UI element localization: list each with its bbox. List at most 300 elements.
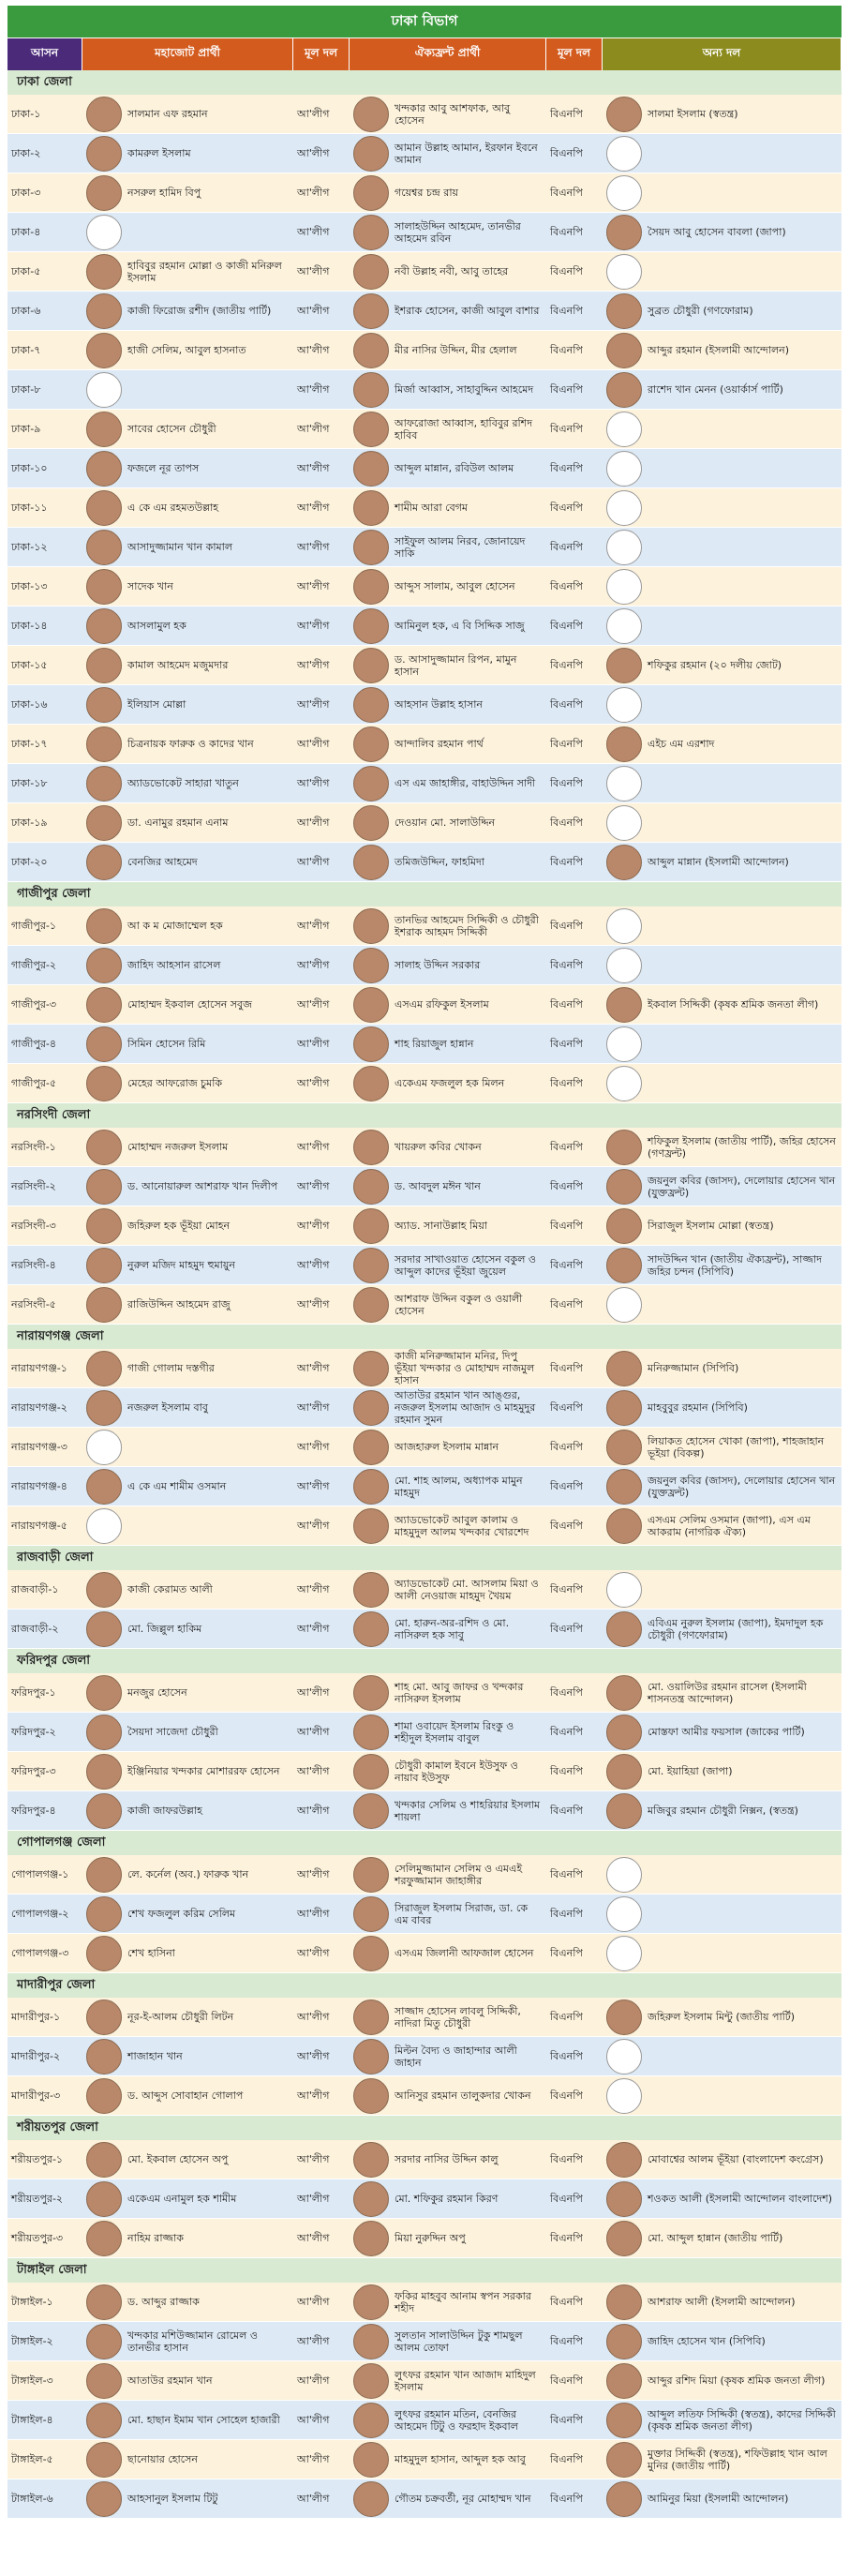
awami-candidate-cell-text: শেখ হাসিনা: [127, 1947, 175, 1959]
candidate-photo-icon: [606, 254, 642, 290]
seat-cell: [7, 1895, 82, 1933]
awami-candidate-cell: [82, 2361, 293, 2400]
header-party1: মূল দল: [293, 38, 350, 70]
seat-cell: [7, 449, 82, 487]
awami-candidate-cell: [82, 173, 293, 212]
seat-cell-text: নরসিংদী-২: [11, 1180, 56, 1192]
seat-cell: [7, 2283, 82, 2321]
party1-cell: [293, 1610, 350, 1648]
party2-cell-text: বিএনপি: [550, 1259, 583, 1271]
awami-candidate-cell: [82, 2283, 293, 2321]
candidate-photo-icon: [606, 1351, 642, 1386]
alliance-candidate-cell-text: মিল্টন বৈদ্য ও জাহান্দার আলী জাহান: [395, 2044, 517, 2069]
awami-candidate-cell-text: ফজলে নূর তাপস: [127, 462, 200, 474]
party1-cell-text: আ'লীগ: [297, 777, 330, 789]
party2-cell: [546, 1570, 603, 1609]
seat-cell-text: শরীয়তপুর-২: [11, 2193, 64, 2205]
district-heading: গাজীপুর জেলা: [7, 882, 842, 906]
party2-cell-text: বিএনপি: [550, 2193, 583, 2205]
awami-candidate-cell: [82, 1506, 293, 1545]
party1-cell: [293, 213, 350, 251]
candidate-photo-icon: [353, 1469, 389, 1505]
alliance-candidate-cell-text: আমিনুল হক, এ বি সিদ্দিক সাজু: [395, 620, 525, 632]
other-candidate-cell-text: মোবাশ্বের আলম ভূঁইয়া (বাংলাদেশ কংগ্রেস): [648, 2153, 824, 2165]
candidate-photo-icon: [606, 1793, 642, 1829]
party2-cell-text: বিএনপি: [550, 738, 583, 750]
other-candidate-cell-text: আশরাফ আলী (ইসলামী আন্দোলন): [648, 2296, 796, 2308]
other-candidate-cell: [603, 1570, 842, 1609]
other-candidate-cell-text: এইচ এম এরশাদ: [648, 738, 715, 750]
seat-cell-text: ঢাকা-১: [11, 108, 41, 120]
party1-cell: [293, 567, 350, 606]
party2-cell: [546, 488, 603, 527]
party2-cell: [546, 1673, 603, 1712]
awami-candidate-cell-text: মোহাম্মদ ইকবাল হোসেন সবুজ: [127, 998, 253, 1011]
candidate-photo-icon: [353, 1936, 389, 1971]
candidate-photo-icon: [86, 2142, 122, 2178]
awami-candidate-cell-text: কামরুল ইসলাম: [127, 147, 191, 159]
awami-candidate-cell: [82, 1855, 293, 1894]
seat-cell: [7, 1673, 82, 1712]
party2-cell-text: বিএনপি: [550, 2453, 583, 2465]
seat-cell: [7, 173, 82, 212]
awami-candidate-cell-text: সাদেক খান: [127, 580, 173, 592]
alliance-candidate-cell-text: অ্যাডভোকেট আবুল কালাম ও মাহমুদুল আলম খন্দকার খোরশেদ: [395, 1513, 529, 1538]
candidate-photo-icon: [86, 2363, 122, 2399]
candidate-photo-icon: [606, 766, 642, 801]
other-candidate-cell-text: এবিএম নুরুল ইসলাম (জাপা), ইমদাদুল হক চৌধুরী (গণফোরাম): [648, 1616, 824, 1641]
party1-cell: [293, 2219, 350, 2257]
seat-cell-text: গাজীপুর-২: [11, 959, 57, 971]
awami-candidate-cell: [82, 1752, 293, 1790]
awami-candidate-cell: [82, 2322, 293, 2360]
seat-cell-text: ঢাকা-৫: [11, 265, 41, 277]
table-row: [7, 1855, 842, 1895]
party2-cell-text: বিএনপি: [550, 1868, 583, 1880]
seat-cell-text: গোপালগঞ্জ-১: [11, 1868, 69, 1880]
awami-candidate-cell: [82, 725, 293, 763]
seat-cell-text: নরসিংদী-৫: [11, 1298, 56, 1310]
alliance-candidate-cell: [350, 2140, 546, 2179]
awami-candidate-cell-text: মোহাম্মদ নজরুল ইসলাম: [127, 1141, 229, 1153]
alliance-candidate-cell: [350, 2361, 546, 2400]
alliance-candidate-cell: [350, 1064, 546, 1102]
seat-cell-text: ঢাকা-১১: [11, 502, 48, 514]
alliance-candidate-cell-text: সুলতান সালাউদ্দিন টুকু শামছুল আলম তোফা: [395, 2329, 523, 2354]
awami-candidate-cell: [82, 1025, 293, 1063]
awami-candidate-cell-text: আসলামুল হক: [127, 620, 186, 632]
alliance-candidate-cell-text: মিয়া নুরুদ্দিন অপু: [395, 2232, 466, 2244]
other-candidate-cell: [603, 1388, 842, 1427]
candidate-photo-icon: [86, 2481, 122, 2517]
party2-cell-text: বিএনপি: [550, 816, 583, 829]
party1-cell-text: আ'লীগ: [297, 2153, 330, 2165]
alliance-candidate-cell-text: খন্দকার সেলিম ও শাহরিয়ার ইসলাম শায়লা: [395, 1798, 541, 1823]
candidate-photo-icon: [606, 1169, 642, 1205]
party2-cell: [546, 1025, 603, 1063]
alliance-candidate-cell: [350, 725, 546, 763]
party2-cell: [546, 2140, 603, 2179]
party2-cell: [546, 1388, 603, 1427]
party1-cell-text: আ'লীগ: [297, 1441, 330, 1453]
candidate-photo-icon: [353, 2221, 389, 2256]
alliance-candidate-cell-text: সরদার সাখাওয়াত হোসেন বকুল ও আব্দুল কাদের ভূঁইয়া জুয়েল: [395, 1252, 537, 1278]
seat-cell: [7, 1570, 82, 1609]
other-candidate-cell: [603, 646, 842, 684]
seat-cell-text: মাদারীপুর-৩: [11, 2089, 61, 2102]
party1-cell: [293, 2361, 350, 2400]
alliance-candidate-cell-text: অ্যাড. সানাউল্লাহ মিয়া: [395, 1220, 487, 1232]
seat-cell-text: শরীয়তপুর-৩: [11, 2232, 64, 2244]
party2-cell: [546, 607, 603, 645]
table-row: [7, 1506, 842, 1546]
party1-cell-text: আ'লীগ: [297, 265, 330, 277]
other-candidate-cell: [603, 803, 842, 842]
awami-candidate-cell-text: অ্যাডভোকেট সাহারা খাতুন: [127, 777, 239, 789]
table-row: [7, 2219, 842, 2258]
candidate-photo-icon: [606, 1208, 642, 1244]
party1-cell: [293, 2322, 350, 2360]
seat-cell-text: নরসিংদী-৪: [11, 1259, 56, 1271]
district-heading: রাজবাড়ী জেলা: [7, 1546, 842, 1570]
other-candidate-cell: [603, 764, 842, 802]
candidate-photo-icon: [86, 608, 122, 644]
candidate-photo-icon: [86, 1390, 122, 1426]
candidate-photo-icon: [606, 845, 642, 880]
party2-cell: [546, 1752, 603, 1790]
candidate-photo-icon: [606, 1715, 642, 1750]
candidate-photo-icon: [606, 1611, 642, 1647]
alliance-candidate-cell: [350, 1285, 546, 1324]
candidate-photo-icon: [86, 175, 122, 211]
party2-cell: [546, 292, 603, 330]
seat-cell-text: টাঙ্গাইল-৫: [11, 2453, 53, 2465]
candidate-photo-icon: [353, 608, 389, 644]
table-row: [7, 2361, 842, 2401]
alliance-candidate-cell-text: দেওয়ান মো. সালাউদ্দিন: [395, 816, 496, 829]
division-title: ঢাকা বিভাগ: [7, 6, 842, 37]
party2-cell: [546, 173, 603, 212]
seat-cell: [7, 646, 82, 684]
candidate-photo-icon: [353, 2363, 389, 2399]
seat-cell-text: রাজবাড়ী-১: [11, 1583, 59, 1595]
other-candidate-cell: [603, 1610, 842, 1648]
party2-cell-text: বিএনপি: [550, 659, 583, 671]
seat-cell: [7, 1025, 82, 1063]
other-candidate-cell-text: আব্দুর রহমান (ইসলামী আন্দোলন): [648, 344, 790, 356]
other-candidate-cell: [603, 1467, 842, 1505]
party2-cell-text: বিএনপি: [550, 1480, 583, 1492]
candidate-photo-icon: [86, 254, 122, 290]
awami-candidate-cell: [82, 2479, 293, 2518]
awami-candidate-cell: [82, 2179, 293, 2218]
other-candidate-cell-text: লিয়াকত হোসেন খোকা (জাপা), শাহজাহান ভূইয়া (বিকল্প): [648, 1434, 825, 1460]
party2-cell-text: বিএনপি: [550, 1141, 583, 1153]
candidate-photo-icon: [606, 2324, 642, 2359]
table-row: [7, 946, 842, 985]
seat-cell-text: ঢাকা-১৫: [11, 659, 48, 671]
party2-cell-text: বিএনপি: [550, 2153, 583, 2165]
party2-cell-text: বিএনপি: [550, 2296, 583, 2308]
awami-candidate-cell: [82, 1791, 293, 1830]
seat-cell: [7, 213, 82, 251]
other-candidate-cell-text: আব্দুল মান্নান (ইসলামী আন্দোলন): [648, 856, 789, 868]
candidate-photo-icon: [353, 1390, 389, 1426]
party1-cell-text: আ'লীগ: [297, 2414, 330, 2426]
awami-candidate-cell: [82, 1128, 293, 1166]
candidate-photo-icon: [86, 412, 122, 447]
candidate-photo-icon: [353, 845, 389, 880]
party2-cell: [546, 2322, 603, 2360]
awami-candidate-cell: [82, 1167, 293, 1206]
table-row: [7, 134, 842, 173]
seat-cell-text: নরসিংদী-৩: [11, 1220, 56, 1232]
candidate-photo-icon: [86, 987, 122, 1023]
party2-cell-text: বিএনপি: [550, 1686, 583, 1699]
alliance-candidate-cell: [350, 410, 546, 448]
table-header: [7, 38, 842, 70]
table-row: [7, 331, 842, 370]
alliance-candidate-cell: [350, 1246, 546, 1284]
party2-cell-text: বিএনপি: [550, 998, 583, 1011]
party1-cell-text: আ'লীগ: [297, 147, 330, 159]
table-row: [7, 985, 842, 1025]
seat-cell-text: নারায়ণগঞ্জ-১: [11, 1362, 67, 1374]
party1-cell: [293, 1246, 350, 1284]
alliance-candidate-cell-text: মাহমুদুল হাসান, আব্দুল হক আবু: [395, 2453, 526, 2465]
table-row: [7, 2140, 842, 2179]
party1-cell-text: আ'লীগ: [297, 1947, 330, 1959]
awami-candidate-cell-text: মো. হাছান ইমাম খান সোহেল হাজারী: [127, 2414, 280, 2426]
party1-cell-text: আ'লীগ: [297, 2232, 330, 2244]
alliance-candidate-cell-text: লুৎফর রহমান মতিন, বেনজির আহমেদ টিটু ও ফরহাদ ইকবাল: [395, 2407, 518, 2433]
seat-cell: [7, 1388, 82, 1427]
alliance-candidate-cell-text: এসএম জিলানী আফজাল হোসেন: [395, 1947, 534, 1959]
party1-cell: [293, 1713, 350, 1751]
party1-cell-text: আ'লীগ: [297, 2335, 330, 2347]
other-candidate-cell: [603, 1128, 842, 1166]
candidate-photo-icon: [353, 1430, 389, 1465]
party2-cell-text: বিএনপি: [550, 1583, 583, 1595]
candidate-photo-icon: [606, 1430, 642, 1465]
party1-cell-text: আ'লীগ: [297, 502, 330, 514]
seat-cell: [7, 1934, 82, 1972]
party1-cell-text: আ'লীগ: [297, 541, 330, 553]
awami-candidate-cell-text: সালমান এফ রহমান: [127, 108, 208, 120]
alliance-candidate-cell-text: ফকির মাহবুব আনাম স্বপন সরকার শহীদ: [395, 2289, 531, 2314]
other-candidate-cell-text: মনিরুজ্জামান (সিপিবি): [648, 1362, 739, 1374]
party1-cell: [293, 173, 350, 212]
candidate-photo-icon: [353, 530, 389, 565]
alliance-candidate-cell: [350, 1752, 546, 1790]
seat-cell: [7, 2361, 82, 2400]
party2-cell: [546, 1998, 603, 2036]
seat-cell-text: গাজীপুর-৩: [11, 998, 57, 1011]
awami-candidate-cell-text: গাজী গোলাম দস্তগীর: [127, 1362, 215, 1374]
other-candidate-cell: [603, 985, 842, 1024]
alliance-candidate-cell: [350, 985, 546, 1024]
awami-candidate-cell: [82, 1895, 293, 1933]
party2-cell: [546, 1349, 603, 1387]
alliance-candidate-cell: [350, 488, 546, 527]
awami-candidate-cell-text: মো. জিল্লুল হাকিম: [127, 1623, 202, 1635]
party1-cell-text: আ'লীগ: [297, 2493, 330, 2505]
party2-cell: [546, 1428, 603, 1466]
table-row: [7, 1673, 842, 1713]
table-row: [7, 1206, 842, 1246]
seat-cell-text: ফরিদপুর-২: [11, 1726, 56, 1738]
alliance-candidate-cell: [350, 213, 546, 251]
other-candidate-cell: [603, 2401, 842, 2439]
party1-cell-text: আ'লীগ: [297, 920, 330, 932]
party1-cell: [293, 1285, 350, 1324]
candidate-photo-icon: [606, 1508, 642, 1544]
table-body: [7, 70, 842, 2519]
other-candidate-cell: [603, 488, 842, 527]
seat-cell-text: গাজীপুর-৫: [11, 1077, 57, 1089]
party1-cell-text: আ'লীগ: [297, 1220, 330, 1232]
other-candidate-cell-text: সিরাজুল ইসলাম মোল্লা (স্বতন্ত্র): [648, 1220, 774, 1232]
alliance-candidate-cell-text: শাহ রিয়াজুল হান্নান: [395, 1038, 474, 1050]
other-candidate-cell: [603, 946, 842, 984]
awami-candidate-cell-text: হাজী সেলিম, আবুল হাসনাত: [127, 344, 246, 356]
other-candidate-cell-text: শফিকুল ইসলাম (জাতীয় পার্টি), জহির হোসেন (গণফ্রন্ট): [648, 1134, 836, 1160]
candidate-photo-icon: [606, 490, 642, 526]
table-row: [7, 252, 842, 292]
table-row: [7, 567, 842, 607]
alliance-candidate-cell: [350, 1167, 546, 1206]
candidate-photo-icon: [353, 648, 389, 683]
table-row: [7, 2401, 842, 2440]
header-party2: মূল দল: [546, 38, 603, 70]
candidate-photo-icon: [353, 2403, 389, 2438]
party1-cell: [293, 2179, 350, 2218]
district-heading: মাদারীপুর জেলা: [7, 1973, 842, 1998]
awami-candidate-cell: [82, 2401, 293, 2439]
alliance-candidate-cell: [350, 292, 546, 330]
candidate-photo-icon: [606, 648, 642, 683]
seat-cell: [7, 1428, 82, 1466]
other-candidate-cell: [603, 685, 842, 724]
party1-cell-text: আ'লীগ: [297, 1583, 330, 1595]
candidate-photo-icon: [606, 2403, 642, 2438]
alliance-candidate-cell-text: লুৎফর রহমান খান আজাদ মাহিদুল ইসলাম: [395, 2368, 536, 2393]
party2-cell: [546, 1610, 603, 1648]
party2-cell-text: বিএনপি: [550, 1520, 583, 1532]
alliance-candidate-cell-text: সিরাজুল ইসলাম সিরাজ, ডা. কে এম বাবর: [395, 1901, 529, 1926]
seat-cell: [7, 2401, 82, 2439]
candidate-photo-icon: [86, 2284, 122, 2320]
party1-cell: [293, 410, 350, 448]
party2-cell: [546, 2361, 603, 2400]
candidate-photo-icon: [353, 2142, 389, 2178]
party2-cell: [546, 213, 603, 251]
other-candidate-cell: [603, 2179, 842, 2218]
alliance-candidate-cell-text: আন্দালিব রহমান পার্থ: [395, 738, 484, 750]
party1-cell: [293, 646, 350, 684]
table-row: [7, 1895, 842, 1934]
alliance-candidate-cell-text: আহসান উল্লাহ হাসান: [395, 698, 483, 711]
party2-cell-text: বিএনপি: [550, 620, 583, 632]
other-candidate-cell: [603, 370, 842, 409]
alliance-candidate-cell: [350, 134, 546, 172]
table-row: [7, 1713, 842, 1752]
candidate-photo-icon: [353, 2324, 389, 2359]
alliance-candidate-cell: [350, 1673, 546, 1712]
awami-candidate-cell-text: ড. আনোয়ারুল আশরাফ খান দিলীপ: [127, 1180, 278, 1192]
awami-candidate-cell: [82, 985, 293, 1024]
candidate-photo-icon: [86, 1611, 122, 1647]
candidate-photo-icon: [86, 2221, 122, 2256]
candidate-photo-icon: [86, 845, 122, 880]
district-heading: গোপালগঞ্জ জেলা: [7, 1831, 842, 1855]
seat-cell-text: ঢাকা-৬: [11, 305, 41, 317]
candidate-photo-icon: [606, 1287, 642, 1323]
party2-cell-text: বিএনপি: [550, 920, 583, 932]
other-candidate-cell-text: মো. আব্দুল হান্নান (জাতীয় পার্টি): [648, 2232, 783, 2244]
candidate-photo-icon: [86, 333, 122, 368]
alliance-candidate-cell-text: আব্দুস সালাম, আবুল হোসেন: [395, 580, 515, 592]
awami-candidate-cell: [82, 410, 293, 448]
seat-cell: [7, 1206, 82, 1245]
other-candidate-cell: [603, 1285, 842, 1324]
awami-candidate-cell-text: হাবিবুর রহমান মোল্লা ও কাজী মনিরুল ইসলাম: [127, 259, 282, 284]
party2-cell: [546, 646, 603, 684]
seat-cell: [7, 2440, 82, 2479]
candidate-photo-icon: [353, 1572, 389, 1608]
candidate-photo-icon: [86, 1999, 122, 2035]
seat-cell-text: ফরিদপুর-১: [11, 1686, 56, 1699]
candidate-photo-icon: [606, 2181, 642, 2217]
candidate-photo-icon: [353, 569, 389, 605]
candidate-photo-icon: [353, 293, 389, 329]
party2-cell-text: বিএনপি: [550, 580, 583, 592]
table-row: [7, 2037, 842, 2076]
party2-cell-text: বিএনপি: [550, 1765, 583, 1777]
other-candidate-cell-text: শফিকুর রহমান (২০ দলীয় জোট): [648, 659, 782, 671]
candidate-photo-icon: [353, 1208, 389, 1244]
awami-candidate-cell-text: জহিরুল হক ভূঁইয়া মোহন: [127, 1220, 231, 1232]
alliance-candidate-cell-text: আব্দুল মান্নান, রবিউল আলম: [395, 462, 514, 474]
candidate-photo-icon: [606, 1469, 642, 1505]
candidate-photo-icon: [606, 1675, 642, 1711]
party2-cell: [546, 843, 603, 881]
party2-cell-text: বিএনপি: [550, 1220, 583, 1232]
candidate-photo-icon: [86, 687, 122, 723]
party1-cell-text: আ'লীগ: [297, 226, 330, 238]
party1-cell: [293, 1206, 350, 1245]
party1-cell-text: আ'লীগ: [297, 620, 330, 632]
party1-cell: [293, 1064, 350, 1102]
candidate-photo-icon: [86, 1287, 122, 1323]
party2-cell: [546, 410, 603, 448]
district-heading: ঢাকা জেলা: [7, 70, 842, 95]
seat-cell-text: নরসিংদী-১: [11, 1141, 56, 1153]
alliance-candidate-cell-text: সালাহ উদ্দিন সরকার: [395, 959, 481, 971]
seat-cell: [7, 1064, 82, 1102]
party2-cell: [546, 2440, 603, 2479]
candidate-photo-icon: [86, 2324, 122, 2359]
other-candidate-cell-text: জহিরুল ইসলাম মিন্টু (জাতীয় পার্টি): [648, 2011, 796, 2023]
party2-cell-text: বিএনপি: [550, 2374, 583, 2387]
seat-cell: [7, 488, 82, 527]
alliance-candidate-cell: [350, 1467, 546, 1505]
other-candidate-cell: [603, 567, 842, 606]
awami-candidate-cell-text: সৈয়দা সাজেদা চৌধুরী: [127, 1726, 218, 1738]
alliance-candidate-cell: [350, 449, 546, 487]
candidate-photo-icon: [353, 175, 389, 211]
party1-cell-text: আ'লীগ: [297, 1259, 330, 1271]
